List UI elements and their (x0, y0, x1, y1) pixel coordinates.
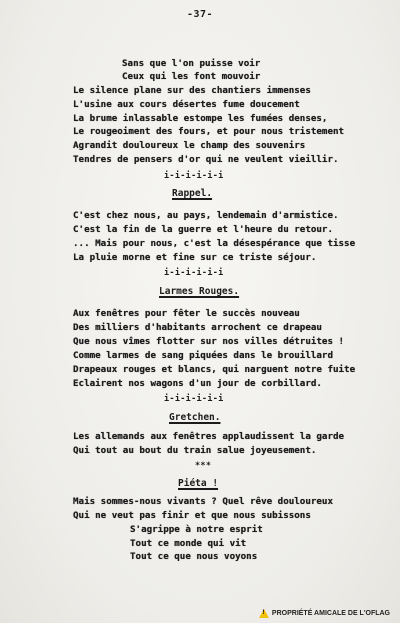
separator: i-i-i-i-i-i (164, 268, 224, 278)
poem-line: Qui ne veut pas finir et que nous subissons (73, 510, 311, 521)
poem-line: Des milliers d'habitants arrochent ce drapeau (73, 322, 322, 333)
poem-line: Eclairent nos wagons d'un jour de corbillard. (73, 378, 322, 389)
poem-line: Le silence plane sur des chantiers immenses (73, 85, 311, 96)
section-title-larmes-rouges: Larmes Rouges. (159, 286, 240, 297)
watermark (259, 609, 390, 618)
poem-line: Le rougeoiment des fours, et pour nous tristement (73, 126, 345, 137)
poem-line: C'est la fin de la guerre et l'heure du retour. (73, 224, 333, 235)
poem-line: Qui tout au bout du train salue joyeusement. (73, 445, 317, 456)
poem-line: Mais sommes-nous vivants ? Quel rêve douloureux (73, 496, 333, 507)
poem-line: Agrandit douloureux le champ des souvenirs (73, 140, 306, 151)
poem-line: Sans que l'on puisse voir (122, 58, 261, 69)
poem-line: Ceux qui les font mouvoir (122, 71, 261, 82)
poem-line: C'est chez nous, au pays, lendemain d'armistice. (73, 210, 339, 221)
section-title-gretchen: Gretchen. (169, 412, 221, 423)
poem-line: ... Mais pour nous, c'est la désespérance que tisse (73, 238, 356, 249)
warning-icon (259, 609, 269, 618)
section-title-rappel: Rappel. (172, 188, 213, 199)
poem-line: Tendres de pensers d'or qui ne veulent vieillir. (73, 154, 339, 165)
separator: *** (195, 461, 212, 471)
poem-line: Les allemands aux fenêtres applaudissent la garde (73, 431, 345, 442)
poem-line: Tout ce que nous voyons (130, 551, 258, 562)
poem-line: Comme larmes de sang piquées dans le brouillard (73, 350, 333, 361)
poem-line: La brume inlassable estompe les fumées denses, (73, 113, 328, 124)
page-number: -37- (186, 9, 214, 20)
separator: i-i-i-i-i-i (164, 171, 224, 181)
poem-line: Drapeaux rouges et blancs, qui narguent notre fuite (73, 364, 356, 375)
watermark-text: PROPRIÉTÉ AMICALE DE L'OFLAG (271, 610, 390, 617)
poem-line: Que nous vîmes flotter sur nos villes détruites ! (73, 336, 345, 347)
poem-line: S'agrippe à notre esprit (130, 524, 263, 535)
separator: i-i-i-i-i-i (164, 394, 224, 404)
poem-line: Aux fenêtres pour fêter le succès nouveau (73, 308, 300, 319)
poem-line: La pluie morne et fine sur ce triste séjour. (73, 252, 317, 263)
section-title-pieta: Piéta ! (178, 478, 219, 489)
poem-line: Tout ce monde qui vit (130, 538, 247, 549)
poem-line: L'usine aux cours désertes fume doucement (73, 99, 300, 110)
